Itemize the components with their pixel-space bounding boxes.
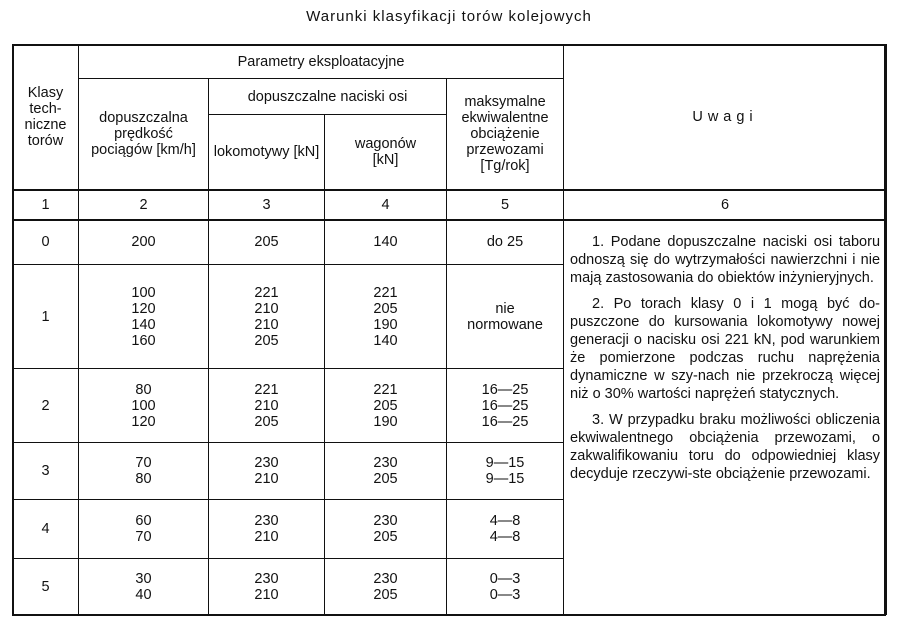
wagonow-cell: 230 205 [325,500,447,559]
obciazenie-cell: 16—25 16—25 16—25 [447,369,564,443]
header-klasy: Klasy tech-niczne torów [13,45,79,190]
header-naciski: dopuszczalne naciski osi [209,79,447,115]
wagonow-cell: 221 205 190 [325,369,447,443]
col-number: 5 [447,190,564,220]
klasa-cell: 3 [13,443,79,500]
predkosc-cell: 80 100 120 [79,369,209,443]
wagonow-cell: 140 [325,220,447,265]
header-uwagi: Uwagi [564,45,887,190]
header-lokomotywy: lokomotywy [kN] [209,115,325,190]
klasa-cell: 2 [13,369,79,443]
col-number: 2 [79,190,209,220]
lokomotywy-cell: 205 [209,220,325,265]
predkosc-cell: 70 80 [79,443,209,500]
obciazenie-cell: do 25 [447,220,564,265]
note-3: 3. W przypadku braku możliwości obliczenia ekwiwalentnego obciążenia przewozami, o zakwalifikowaniu toru do odpowiedniej klasy decyduje rzeczywi-ste obciążenie przewozami. [570,411,881,482]
header-parametry: Parametry eksploatacyjne [79,45,564,79]
header-predkosc: dopuszczalna prędkość pociągów [km/h] [79,79,209,190]
predkosc-cell: 60 70 [79,500,209,559]
col-number: 6 [564,190,887,220]
klasa-cell: 1 [13,265,79,369]
notes-cell [564,220,887,615]
wagonow-cell: 230 205 [325,559,447,615]
obciazenie-cell: 4—8 4—8 [447,500,564,559]
lokomotywy-cell: 230 210 [209,500,325,559]
predkosc-cell: 200 [79,220,209,265]
note-1: 1. Podane dopuszczalne naciski osi taboru odnoszą się do wytrzymałości nawierzchni i nie mają zastosowania do obiektów inżynieryjnych. [570,233,881,286]
klasa-cell: 4 [13,500,79,559]
obciazenie-cell: 0—3 0—3 [447,559,564,615]
obciazenie-cell: nie normowane [447,265,564,369]
wagonow-cell: 221 205 190 140 [325,265,447,369]
lokomotywy-cell: 221 210 205 [209,369,325,443]
lokomotywy-cell: 221 210 210 205 [209,265,325,369]
col-number: 3 [209,190,325,220]
col-number: 1 [13,190,79,220]
klasa-cell: 5 [13,559,79,615]
lokomotywy-cell: 230 210 [209,559,325,615]
predkosc-cell: 100 120 140 160 [79,265,209,369]
predkosc-cell: 30 40 [79,559,209,615]
klasa-cell: 0 [13,220,79,265]
classification-table [12,44,887,615]
lokomotywy-cell: 230 210 [209,443,325,500]
note-2: 2. Po torach klasy 0 i 1 mogą być do-puszczone do kursowania lokomotywy nowej generacji o nacisku osi 221 kN, pod warunkiem że pomierzone podczas ruchu naprężenia dynamiczne w szy-nach nie przekroczą więcej niż o 30% wartości naprężeń statycznych. [570,295,881,402]
header-obciazenie: maksymalne ekwiwalentne obciążenie przewozami [Tg/rok] [447,79,564,190]
document-title: Warunki klasyfikacji torów kolejowych [306,8,592,25]
header-wagonow: wagonów [kN] [325,115,447,190]
wagonow-cell: 230 205 [325,443,447,500]
col-number: 4 [325,190,447,220]
obciazenie-cell: 9—15 9—15 [447,443,564,500]
table-row [13,220,887,265]
